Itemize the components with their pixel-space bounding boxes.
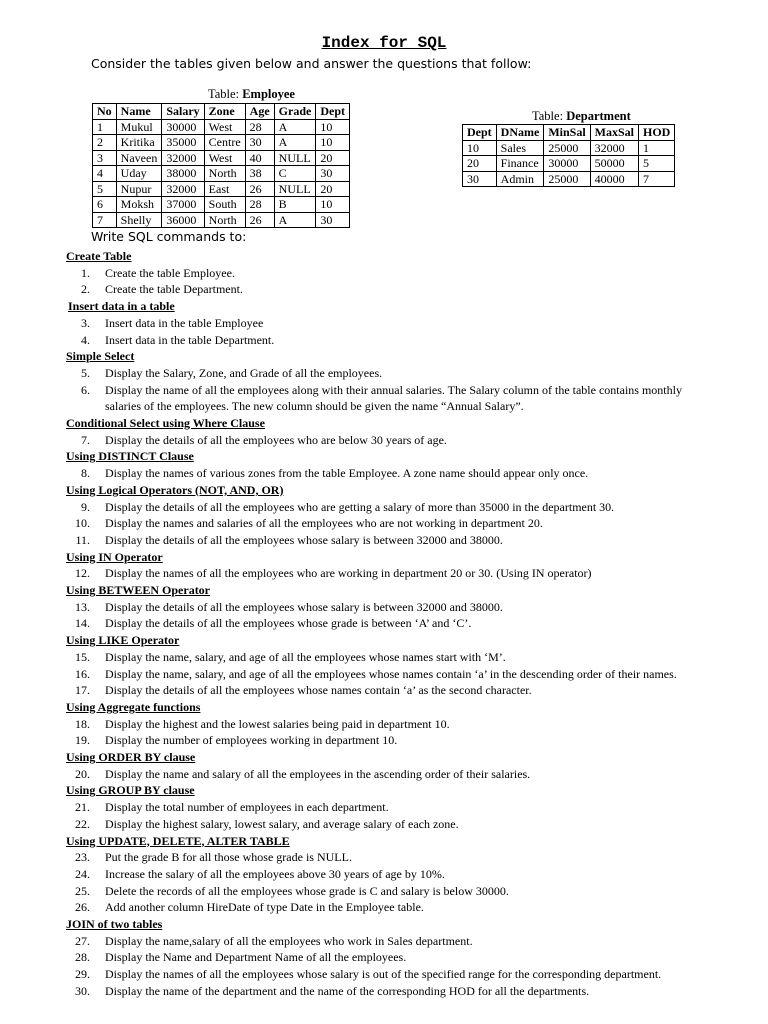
question-number: 9. [81, 499, 90, 514]
department-table-header [463, 125, 675, 141]
section-heading: JOIN of two tables [66, 917, 163, 931]
question-number: 28. [75, 950, 90, 965]
employee-row [93, 119, 350, 135]
question-text-continued: salaries of the employees. The new column should be given the name “Annual Salary”. [105, 398, 524, 413]
employee-row [93, 150, 350, 166]
question-text: Display the name of the department and the name of the corresponding HOD for all the departments. [105, 983, 590, 998]
question-text: Increase the salary of all the employees above 30 years of age by 10%. [105, 866, 445, 881]
department-header-cell: MinSal [544, 125, 590, 141]
section-heading: Using DISTINCT Clause [66, 449, 194, 464]
employee-row [93, 135, 350, 151]
employee-caption-name: Employee [242, 87, 295, 101]
section-heading: Using Logical Operators (NOT, AND, OR) [66, 482, 284, 497]
department-cell: 30 [463, 171, 497, 187]
question-number: 12. [75, 566, 90, 581]
employee-cell: Moksh [116, 197, 162, 213]
employee-cell: 38 [245, 166, 274, 182]
question-text: Display the names of all the employees who are working in department 20 or 30. (Using IN operator) [105, 566, 592, 581]
employee-row [93, 166, 350, 182]
question-number: 13. [75, 599, 90, 614]
department-cell: 25000 [544, 171, 590, 187]
employee-header-cell: Salary [162, 104, 204, 120]
section-heading: Using LIKE Operator [66, 633, 180, 648]
employee-table-header [93, 104, 350, 120]
department-header-cell: Dept [463, 125, 497, 141]
department-header-cell: MaxSal [590, 125, 638, 141]
department-table [462, 124, 675, 187]
question-text: Display the Salary, Zone, and Grade of all the employees. [105, 365, 383, 380]
employee-cell: 40 [245, 150, 274, 166]
department-cell: 32000 [590, 140, 638, 156]
section-heading: Simple Select [66, 349, 135, 364]
employee-table-caption [208, 87, 295, 102]
question-number: 24. [75, 866, 90, 881]
employee-cell: Kritika [116, 135, 162, 151]
department-header-cell: HOD [639, 125, 675, 141]
intro-text: Consider the tables given below and answer the questions that follow: [91, 56, 532, 71]
question-text: Display the details of all the employees whose names contain ‘a’ as the second character. [105, 683, 532, 698]
employee-cell: C [274, 166, 316, 182]
question-text: Display the total number of employees in each department. [105, 800, 389, 815]
employee-cell: 10 [316, 197, 350, 213]
question-text: Display the name of all the employees along with their annual salaries. The Salary column of the table contains monthly [105, 382, 682, 397]
employee-cell: Naveen [116, 150, 162, 166]
page-title: Index for SQL [321, 34, 447, 52]
question-number: 29. [75, 967, 90, 982]
employee-cell: A [274, 135, 316, 151]
employee-cell: Centre [204, 135, 245, 151]
employee-cell: Shelly [116, 212, 162, 228]
employee-row [93, 181, 350, 197]
employee-cell: 20 [316, 181, 350, 197]
employee-header-cell: Name [116, 104, 162, 120]
employee-cell: 38000 [162, 166, 204, 182]
employee-cell: Mukul [116, 119, 162, 135]
employee-header-cell: Zone [204, 104, 245, 120]
question-text: Create the table Department. [105, 282, 243, 297]
department-cell: 5 [639, 156, 675, 172]
department-cell: 40000 [590, 171, 638, 187]
employee-cell: B [274, 197, 316, 213]
question-number: 17. [75, 683, 90, 698]
section-heading: Using ORDER BY clause [66, 750, 196, 764]
question-number: 7. [81, 432, 90, 447]
question-text: Display the number of employees working in department 10. [105, 733, 398, 748]
question-number: 11. [75, 532, 90, 547]
employee-cell: A [274, 212, 316, 228]
employee-cell: North [204, 212, 245, 228]
question-number: 5. [81, 365, 90, 380]
question-text: Display the names of all the employees whose salary is out of the specified range for the corresponding department. [105, 967, 662, 982]
question-number: 6. [81, 382, 90, 397]
employee-cell: 32000 [162, 181, 204, 197]
department-row [463, 171, 675, 187]
question-text: Display the names of various zones from the table Employee. A zone name should appear only once. [105, 466, 589, 481]
question-number: 15. [75, 649, 90, 664]
employee-cell: 26 [245, 212, 274, 228]
employee-cell: 37000 [162, 197, 204, 213]
section-heading: Using GROUP BY clause [66, 783, 195, 798]
department-row [463, 140, 675, 156]
department-caption-name: Department [566, 109, 631, 123]
question-text: Display the details of all the employees whose salary is between 32000 and 38000. [105, 599, 503, 614]
employee-header-cell: Age [245, 104, 274, 120]
department-cell: 50000 [590, 156, 638, 172]
employee-cell: 26 [245, 181, 274, 197]
department-table-caption [532, 109, 631, 124]
question-number: 25. [75, 883, 90, 898]
question-text: Display the highest salary, lowest salary, and average salary of each zone. [105, 816, 459, 831]
employee-cell: 10 [316, 135, 350, 151]
employee-caption-prefix: Table: [208, 87, 243, 101]
employee-cell: 1 [93, 119, 117, 135]
question-number: 14. [75, 616, 90, 631]
question-number: 22. [75, 816, 90, 831]
employee-table [92, 103, 350, 228]
department-row [463, 156, 675, 172]
department-cell: 25000 [544, 140, 590, 156]
question-number: 4. [81, 332, 90, 347]
employee-cell: North [204, 166, 245, 182]
department-cell: Admin [496, 171, 544, 187]
question-text: Insert data in the table Department. [105, 332, 275, 347]
question-number: 1. [81, 265, 90, 280]
section-heading: Using BETWEEN Operator [66, 583, 211, 597]
employee-cell: 3 [93, 150, 117, 166]
question-text: Display the name,salary of all the employees who work in Sales department. [105, 933, 473, 948]
question-text: Display the details of all the employees who are getting a salary of more than 35000 in the department 30. [105, 499, 615, 514]
employee-cell: Uday [116, 166, 162, 182]
question-number: 2. [81, 282, 90, 297]
question-text: Insert data in the table Employee [105, 315, 264, 330]
department-cell: Finance [496, 156, 544, 172]
question-text: Create the table Employee. [105, 265, 235, 280]
employee-cell: 6 [93, 197, 117, 213]
question-number: 16. [75, 666, 90, 681]
section-heading: Conditional Select using Where Clause [66, 416, 265, 430]
department-cell: 10 [463, 140, 497, 156]
employee-cell: 30 [316, 166, 350, 182]
question-text: Display the name and salary of all the employees in the ascending order of their salaries. [105, 766, 531, 781]
employee-cell: 4 [93, 166, 117, 182]
question-text: Delete the records of all the employees whose grade is C and salary is below 30000. [105, 883, 509, 898]
question-number: 21. [75, 800, 90, 815]
employee-cell: 20 [316, 150, 350, 166]
employee-row [93, 197, 350, 213]
question-number: 30. [75, 983, 90, 998]
question-text: Display the name, salary, and age of all the employees whose names contain ‘a’ in the descending order of their names. [105, 666, 677, 681]
question-number: 18. [75, 716, 90, 731]
question-number: 19. [75, 733, 90, 748]
employee-header-cell: Grade [274, 104, 316, 120]
employee-cell: 10 [316, 119, 350, 135]
employee-cell: 32000 [162, 150, 204, 166]
section-heading: Create Table [66, 249, 132, 263]
employee-cell: 28 [245, 197, 274, 213]
question-text: Display the names and salaries of all the employees who are not working in department 20. [105, 516, 543, 531]
employee-cell: West [204, 119, 245, 135]
section-heading: Using Aggregate functions [66, 699, 201, 714]
employee-cell: NULL [274, 150, 316, 166]
employee-cell: 35000 [162, 135, 204, 151]
question-text: Put the grade B for all those whose grade is NULL. [105, 850, 352, 865]
section-heading: Insert data in a table [68, 299, 175, 314]
department-cell: 30000 [544, 156, 590, 172]
write-prompt: Write SQL commands to: [91, 229, 247, 244]
employee-cell: 5 [93, 181, 117, 197]
question-number: 27. [75, 933, 90, 948]
department-cell: 20 [463, 156, 497, 172]
question-number: 20. [75, 766, 90, 781]
department-caption-prefix: Table: [532, 109, 567, 123]
employee-cell: South [204, 197, 245, 213]
question-text: Display the highest and the lowest salaries being paid in department 10. [105, 716, 450, 731]
employee-cell: NULL [274, 181, 316, 197]
section-heading: Using UPDATE, DELETE, ALTER TABLE [66, 833, 290, 848]
question-text: Display the details of all the employees whose grade is between ‘A’ and ‘C’. [105, 616, 472, 631]
employee-cell: 30 [245, 135, 274, 151]
department-cell: 7 [639, 171, 675, 187]
employee-cell: 2 [93, 135, 117, 151]
employee-header-cell: Dept [316, 104, 350, 120]
employee-cell: A [274, 119, 316, 135]
employee-cell: 7 [93, 212, 117, 228]
question-number: 10. [75, 516, 90, 531]
question-text: Display the details of all the employees who are below 30 years of age. [105, 432, 447, 447]
department-cell: 1 [639, 140, 675, 156]
question-text: Display the Name and Department Name of all the employees. [105, 950, 407, 965]
employee-cell: 30 [316, 212, 350, 228]
question-number: 26. [75, 900, 90, 915]
question-number: 23. [75, 850, 90, 865]
employee-cell: Nupur [116, 181, 162, 197]
question-number: 3. [81, 315, 90, 330]
employee-cell: 30000 [162, 119, 204, 135]
employee-cell: 28 [245, 119, 274, 135]
question-text: Add another column HireDate of type Date in the Employee table. [105, 900, 424, 915]
employee-header-cell: No [93, 104, 117, 120]
employee-cell: East [204, 181, 245, 197]
department-cell: Sales [496, 140, 544, 156]
employee-row [93, 212, 350, 228]
employee-cell: West [204, 150, 245, 166]
employee-cell: 36000 [162, 212, 204, 228]
question-text: Display the name, salary, and age of all the employees whose names start with ‘M’. [105, 649, 506, 664]
section-heading: Using IN Operator [66, 549, 163, 564]
question-number: 8. [81, 466, 90, 481]
department-header-cell: DName [496, 125, 544, 141]
question-text: Display the details of all the employees whose salary is between 32000 and 38000. [105, 532, 503, 547]
